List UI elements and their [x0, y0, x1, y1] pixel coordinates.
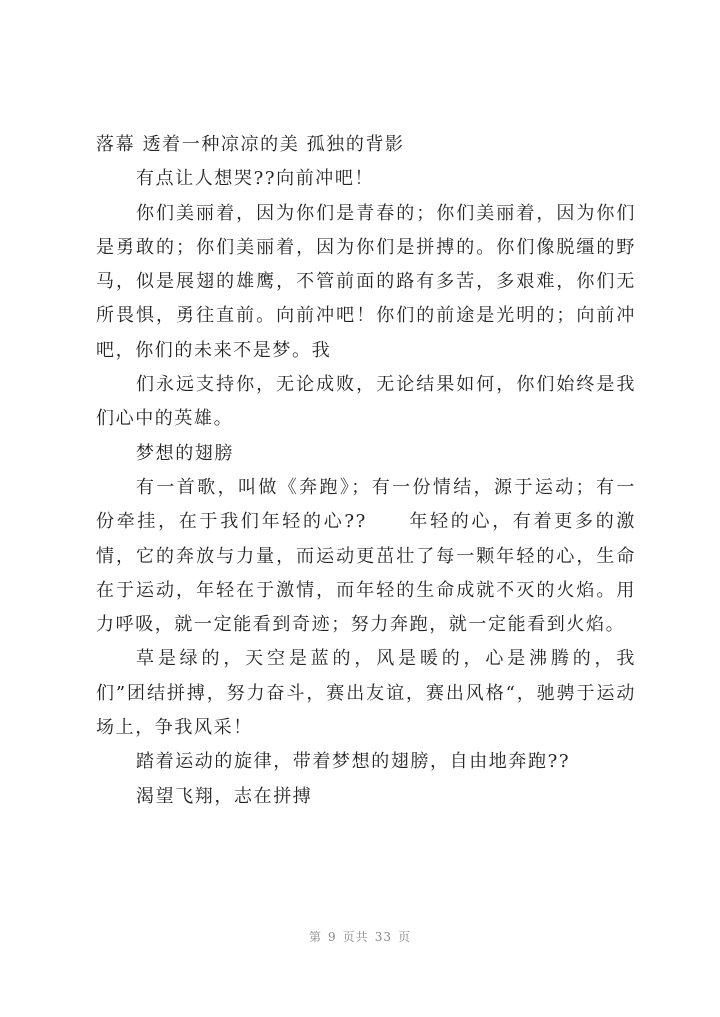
paragraph: 有点让人想哭??向前冲吧！ — [136, 168, 375, 190]
paragraph: 们永远支持你，无论成败，无论结果如何，你们始终是我们心中的英雄。 — [96, 374, 636, 430]
page-number: 9 — [328, 930, 337, 944]
document-body — [96, 128, 636, 814]
footer-mid: 页共 — [342, 930, 369, 944]
paragraph: 你们美丽着，因为你们是青春的；你们美丽着，因为你们是勇敢的；你们美丽着，因为你们是拼搏的。你们像脱缰的野马，似是展翅的雄鹰，不管前面的路有多苦，多艰难，你们无所畏惧，勇往直前。向前冲吧！你们的前途是光明的；向前冲吧，你们的未来不是梦。我 — [96, 202, 636, 361]
paragraph: 踏着运动的旋律，带着梦想的翅膀，自由地奔跑?? — [136, 751, 571, 773]
paragraph: 渴望飞翔，志在拼搏 — [136, 785, 313, 807]
footer-suffix: 页 — [397, 930, 411, 944]
footer-prefix: 第 — [309, 930, 323, 944]
section-heading: 梦想的翅膀 — [136, 442, 234, 464]
paragraph: 有一首歌，叫做《奔跑》；有一份情结，源于运动；有一份牵挂，在于我们年轻的心?? 年轻的心，有着更多的激情，它的奔放与力量，而运动更茁壮了每一颗年轻的心，生命在于运动，年轻在于激情，而年轻的生命成就不灭的火焰。用力呼吸，就一定能看到奇迹；努力奔跑，就一定能看到火焰。 — [96, 476, 636, 636]
page-footer — [0, 928, 720, 945]
total-pages: 33 — [374, 930, 392, 944]
paragraph: 草是绿的，天空是蓝的，风是暖的，心是沸腾的，我们”团结拼搏，努力奋斗，赛出友谊，赛出风格“，驰骋于运动场上，争我风采！ — [96, 648, 636, 739]
paragraph: 落幕 透着一种凉凉的美 孤独的背影 — [96, 134, 405, 155]
